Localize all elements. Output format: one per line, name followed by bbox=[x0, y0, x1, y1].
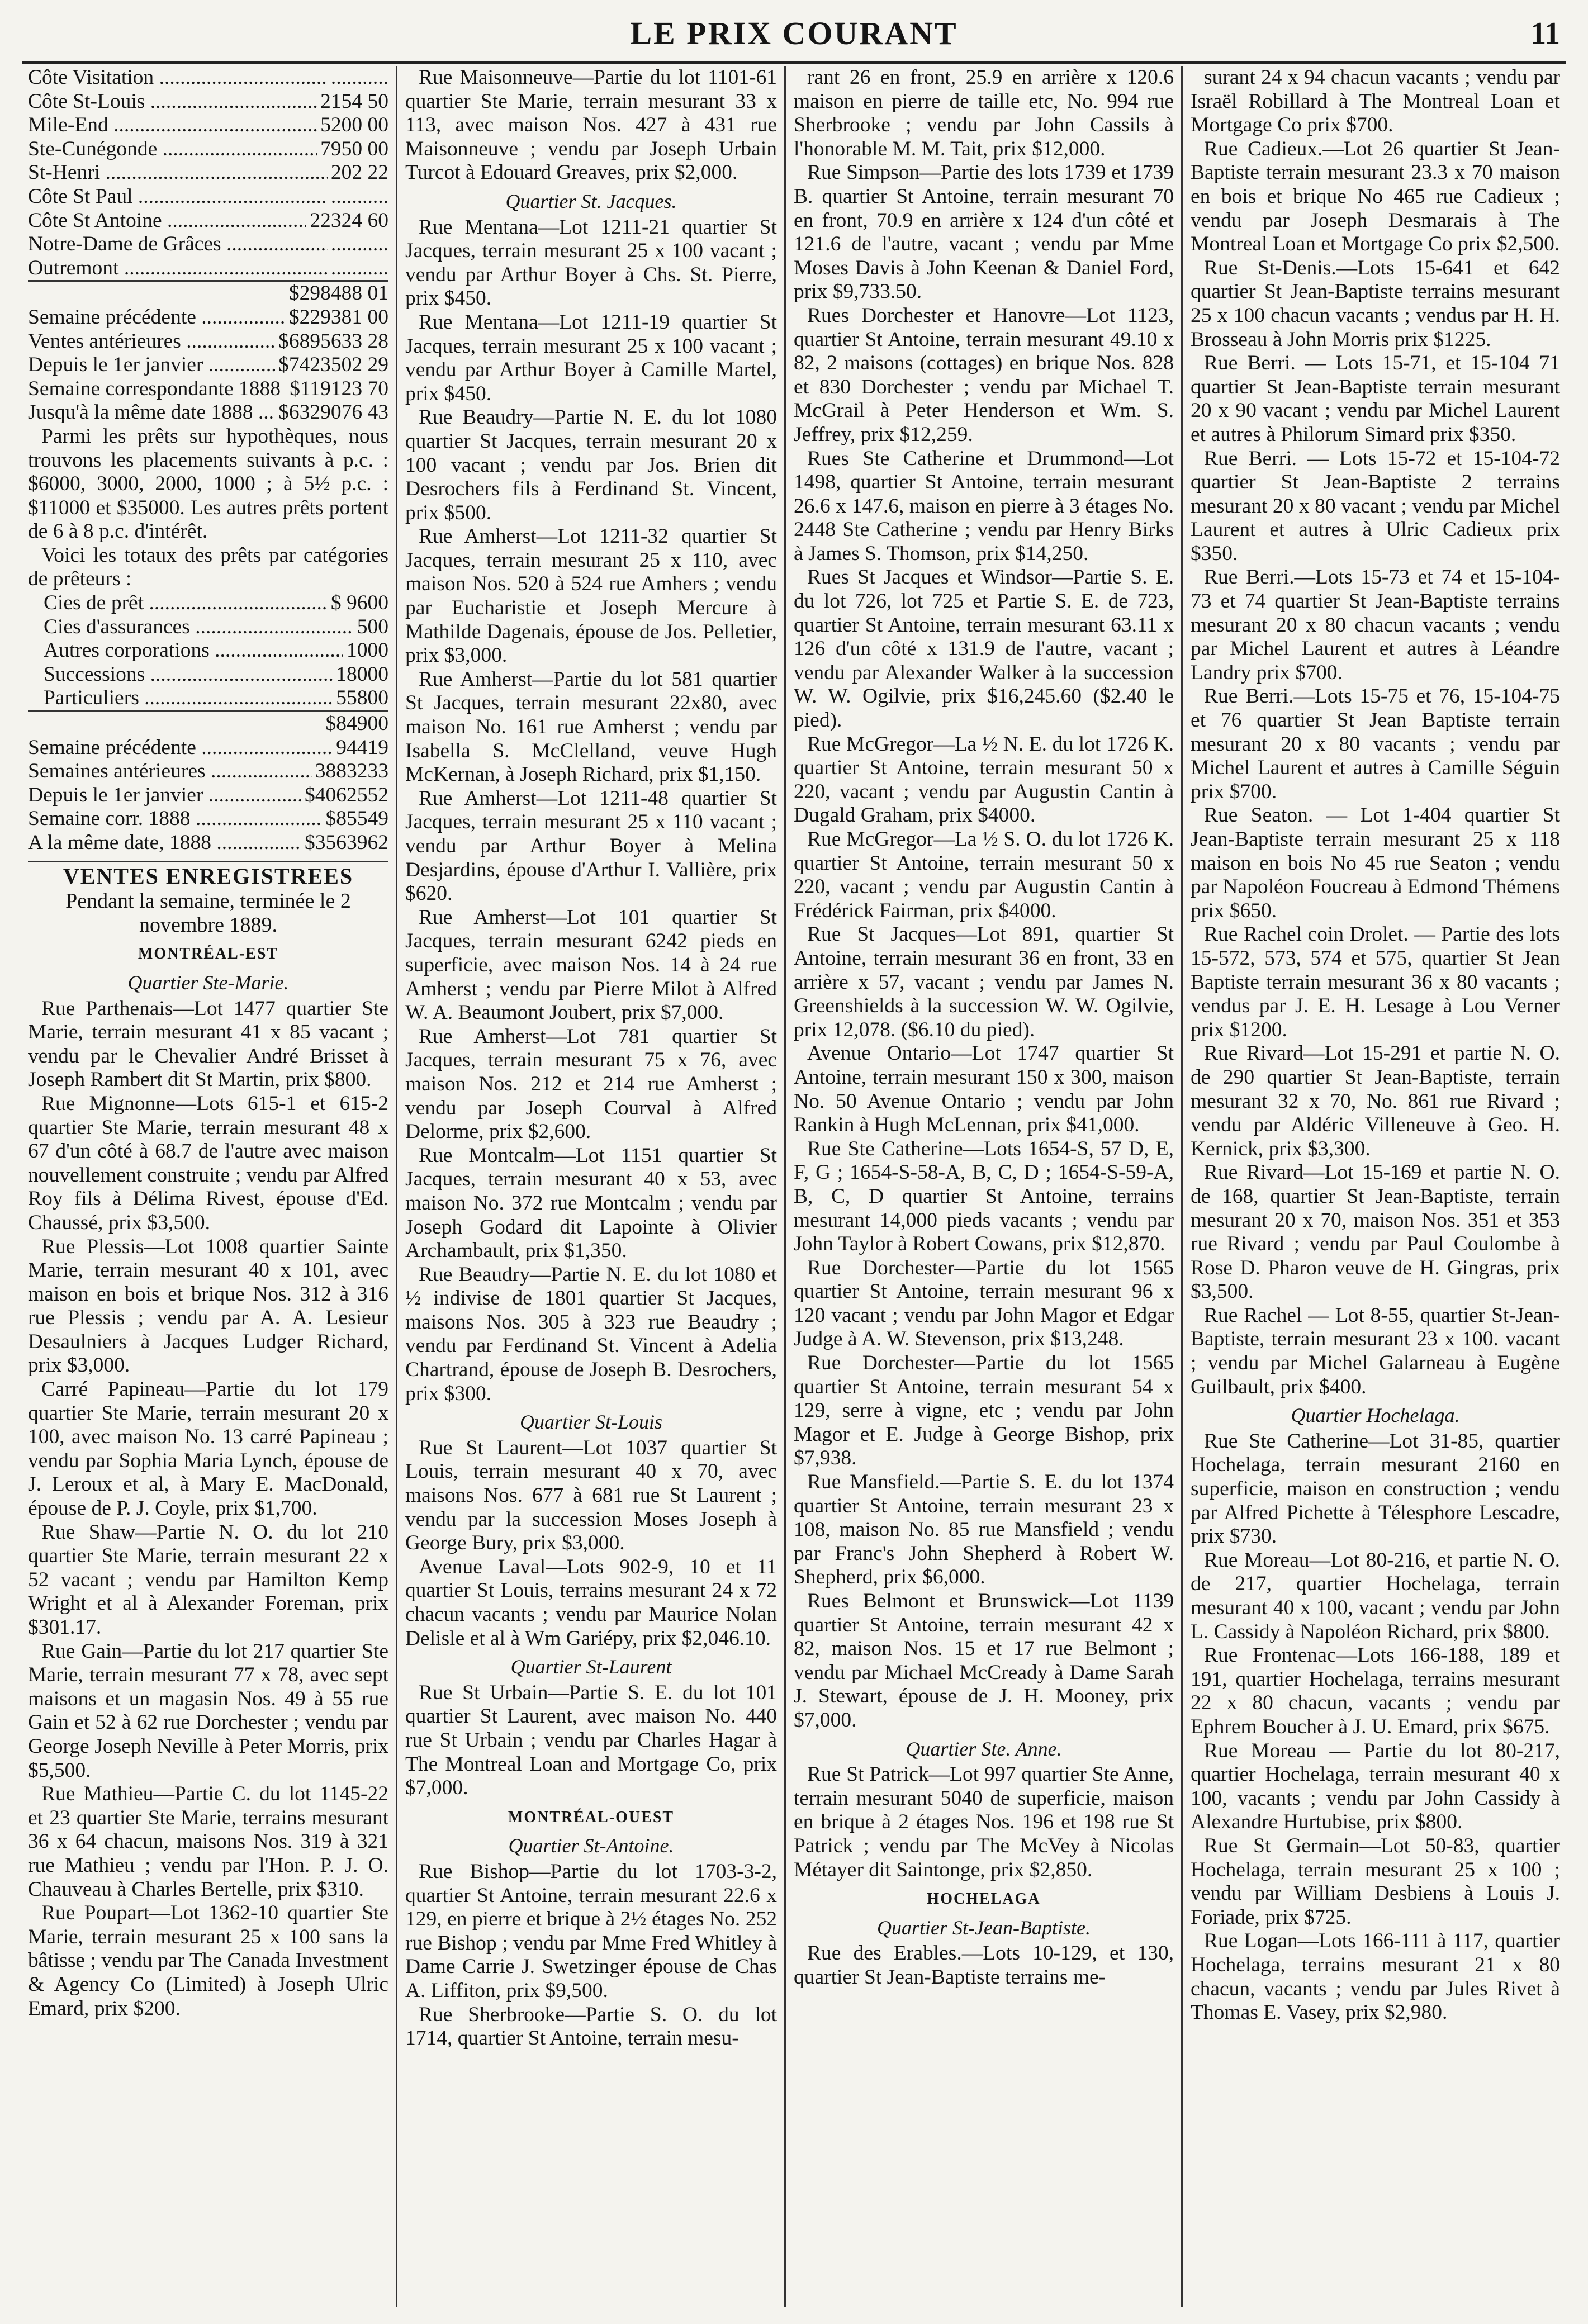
sale-entry: Rue Rivard—Lot 15-169 et partie N. O. de 168, quartier St Jean-Baptiste, terrain mesurant 20 x 70, maison Nos. 351 et 353 rue Rivard ; vendu par Paul Coulombe à Rose D. Pharon veuve de H. Gingras, prix $3,500. bbox=[1191, 1161, 1560, 1303]
stat-row-value: 7950 00 bbox=[320, 137, 388, 160]
sale-entry: Rue Ste Catherine—Lots 1654-S, 57 D, E, F, G ; 1654-S-58-A, B, C, D ; 1654-S-59-A, B, C, D quartier St Antoine, terrains mesurant 14,000 pieds vacants ; vendu par John Taylor à Robert Cowans, prix $12,870. bbox=[794, 1137, 1174, 1256]
quarter-heading: Quartier St-Louis bbox=[519, 1411, 663, 1434]
sale-entry: Rue St Jacques—Lot 891, quartier St Antoine, terrain mesurant 36 en front, 33 en arrière x 57, vacant ; vendu par James N. Greenshields à la succession W. W. Ogilvie, prix 12,078. ($6.10 du pied). bbox=[794, 923, 1174, 1041]
sale-entry: Rue Amherst—Lot 101 quartier St Jacques, terrain mesurant 6242 pieds en superficie, avec maison Nos. 14 à 24 rue Amherst ; vendu par Pierre Milot à Alfred W. A. Beaumont Joubert, prix $7,000. bbox=[405, 905, 777, 1025]
stat-row-label: Côte St Paul ..... bbox=[28, 185, 328, 209]
quarter-heading: Quartier Ste. Anne. bbox=[906, 1737, 1062, 1760]
lender-row-value: $ 9600 bbox=[330, 591, 388, 615]
sale-entry: Rue Dorchester—Partie du lot 1565 quartier St Antoine, terrain mesurant 96 x 120 vacant ; vendu par John Magor et Edgar Judge à A. W. Stevenson, prix $13,248. bbox=[794, 1256, 1174, 1351]
stat-row bbox=[28, 137, 388, 162]
sale-entry: Rue Mansfield.—Partie S. E. du lot 1374 quartier St Antoine, terrain mesurant 23 x 108, maison No. 85 rue Mansfield ; vendu par Franc's John Shepherd à Robert W. Shepherd, prix $6,000. bbox=[794, 1471, 1174, 1589]
sale-entry: Rue Parthenais—Lot 1477 quartier Ste Marie, terrain mesurant 41 x 85 vacant ; vendu par le Chevalier André Brisset à Joseph Rambert dit St Martin, prix $800. bbox=[28, 997, 388, 1092]
stat-row bbox=[28, 353, 388, 377]
sale-entry: Rue St Germain—Lot 50-83, quartier Hochelaga, terrain mesurant 25 x 100 ; vendu par William Desbiens à Louis J. Foriade, prix $725. bbox=[1191, 1834, 1560, 1929]
quarter-heading: Quartier Ste-Marie. bbox=[127, 971, 289, 994]
stat-row bbox=[28, 306, 388, 330]
lender-row-label: Particuliers ..... bbox=[44, 686, 333, 710]
stat-row-label: Notre-Dame de Grâces ..... bbox=[28, 233, 328, 257]
entries bbox=[405, 1860, 777, 2051]
entries bbox=[405, 66, 777, 185]
stat-row bbox=[28, 66, 388, 90]
entries bbox=[28, 997, 388, 2021]
quarter-heading: Quartier St-Antoine. bbox=[508, 1834, 674, 1857]
stats-mid bbox=[28, 306, 388, 425]
stat-row-value: ........... bbox=[330, 233, 388, 256]
sale-entry: Rue Maisonneuve—Partie du lot 1101-61 quartier Ste Marie, terrain mesurant 33 x 113, avec maison Nos. 427 à 431 rue Maisonneuve ; vendu par Joseph Urbain Turcot à Edouard Greaves, prix $2,000. bbox=[405, 66, 777, 184]
sale-entry: Rue Amherst—Lot 1211-32 quartier St Jacques, terrain mesurant 25 x 110, avec maison Nos. 520 à 524 rue Amhers ; vendu par Eucharistie et Joseph Mercure à Mathilde Dagenais, épouse de Jos. Pelletier, prix $3,000. bbox=[405, 525, 777, 667]
entries bbox=[405, 1436, 777, 1650]
lender-row-value: 1000 bbox=[347, 639, 388, 662]
sale-entry: Rue Moreau—Lot 80-216, et partie N. O. de 217, quartier Hochelaga, terrain mesurant 40 x 100, vacant ; vendu par John L. Cassidy à Napoléon Richard, prix $800. bbox=[1191, 1548, 1560, 1643]
sale-entry: Rue Beaudry—Partie N. E. du lot 1080 et ½ indivise de 1801 quartier St Jacques, maisons Nos. 305 à 323 rue Beaudry ; vendu par Ferdinand St. Vincent à Adelia Chartrand, épouse de Joseph B. Desrochers, prix $300. bbox=[405, 1263, 777, 1405]
sale-entry: Rue Poupart—Lot 1362-10 quartier Ste Marie, terrain mesurant 25 x 100 sans la bâtisse ; vendu par The Canada Investment & Agency Co (Limited) à Joseph Ulric Emard, prix $200. bbox=[28, 1901, 388, 2020]
sale-entry: Rue Mathieu—Partie C. du lot 1145-22 et 23 quartier Ste Marie, terrains mesurant 36 x 64 chacun, maisons Nos. 319 à 321 rue Mathieu ; vendu par l'Hon. P. J. O. Chauveau à Charles Bertelle, prix $310. bbox=[28, 1782, 388, 1901]
stat-row-value: ........... bbox=[330, 184, 388, 208]
stat-row-label: Côte Visitation ..... bbox=[28, 66, 328, 90]
stat-row bbox=[28, 377, 388, 401]
stat-row bbox=[28, 161, 388, 185]
stat-row bbox=[28, 736, 388, 760]
quarter-heading: Quartier Hochelaga. bbox=[1291, 1404, 1460, 1427]
stat-row-value: 94419 bbox=[336, 736, 388, 759]
stat-row-value: $6329076 43 bbox=[278, 401, 388, 424]
stat-row-label: Semaine précédente ..... bbox=[28, 306, 286, 330]
stat-row bbox=[28, 807, 388, 831]
lender-row-label: Cies de prêt ..... bbox=[44, 591, 328, 615]
sale-entry: Rue Montcalm—Lot 1151 quartier St Jacques, terrain mesurant 40 x 53, avec maison No. 372 rue Montcalm ; vendu par Joseph Godard dit Lapointe à Olivier Archambault, prix $1,350. bbox=[405, 1144, 777, 1263]
sale-entry: Rue St Urbain—Partie S. E. du lot 101 quartier St Laurent, avec maison No. 440 rue St Urbain ; vendu par Charles Hagar à The Montreal Loan and Mortgage Co, prix $7,000. bbox=[405, 1681, 777, 1800]
sale-entry: Rue Beaudry—Partie N. E. du lot 1080 quartier St Jacques, terrain mesurant 20 x 100 vacant ; vendu par Jos. Brien dit Desrochers fils à Ferdinand St. Vincent, prix $500. bbox=[405, 406, 777, 524]
para-prets: Parmi les prêts sur hypothèques, nous trouvons les placements suivants à p.c. : $6000, 3000, 2000, 1000 ; à 5½ p.c. : $11000 et $35000. Les autres prêts portent de 6 à 8 p.c. d'intérêt. bbox=[28, 424, 388, 543]
sale-entry: Rue Rachel — Lot 8-55, quartier St-Jean-Baptiste, terrain mesurant 23 x 100. vacant ; vendu par Michel Galarneau à Eugène Guilbault, prix $400. bbox=[1191, 1303, 1560, 1398]
column-rule bbox=[1181, 66, 1183, 2307]
stat-row-value: ........... bbox=[330, 66, 388, 89]
sale-entry: Rue Berri. — Lots 15-72 et 15-104-72 quartier St Jean-Baptiste 2 terrains mesurant 20 x 80 vacant ; vendu par Michel Laurent et autres à Ulric Cadieux prix $350. bbox=[1191, 447, 1560, 565]
sale-entry: Rue Simpson—Partie des lots 1739 et 1739 B. quartier St Antoine, terrain mesurant 70 en front, 70.9 en arrière x 124 d'un côté et 121.6 de l'autre, vacant ; vendu par Mme Moses Davis à John Keenan & Daniel Ford, prix $9,733.50. bbox=[794, 161, 1174, 303]
sale-entry: Rue Bishop—Partie du lot 1703-3-2, quartier St Antoine, terrain mesurant 22.6 x 129, en pierre et brique à 2½ étages No. 252 rue Bishop ; vendu par Mme Fred Whitley à Dame Carrie J. Swetzinger épouse de Chas A. Liffiton, prix $9,500. bbox=[405, 1860, 777, 2002]
sale-entry: Rues Ste Catherine et Drummond—Lot 1498, quartier St Antoine, terrain mesurant 26.6 x 147.6, maison en pierre à 3 étages No. 2448 Ste Catherine ; vendu par Henry Birks à James S. Thomson, prix $14,250. bbox=[794, 447, 1174, 565]
sale-entry: Rue Frontenac—Lots 166-188, 189 et 191, quartier Hochelaga, terrains mesurant 22 x 80 chacun, vacants ; vendu par Ephrem Boucher à J. U. Emard, prix $675. bbox=[1191, 1644, 1560, 1738]
sale-entry: Avenue Ontario—Lot 1747 quartier St Antoine, terrain mesurant 150 x 300, maison No. 50 Avenue Ontario ; vendu par John Rankin à Hugh McLennan, prix $41,000. bbox=[794, 1042, 1174, 1137]
quarter-heading: Quartier St. Jacques. bbox=[505, 189, 677, 212]
sale-entry: surant 24 x 94 chacun vacants ; vendu par Israël Robillard à The Montreal Loan et Mortgage Co prix $700. bbox=[1191, 66, 1560, 137]
stat-row bbox=[28, 760, 388, 784]
page-number: 11 bbox=[1530, 16, 1560, 51]
stat-row-label: Semaine correspondante 1888 ..... bbox=[28, 377, 286, 401]
district-heading: MONTRÉAL-EST bbox=[138, 945, 279, 963]
sale-entry: Rue Logan—Lots 166-111 à 117, quartier Hochelaga, terrains mesurant 21 x 80 chacun, vacants ; vendu par Jules Rivet à Thomas E. Vasey, prix $2,980. bbox=[1191, 1929, 1560, 2024]
sale-entry: Rue des Erables.—Lots 10-129, et 130, quartier St Jean-Baptiste terrains me- bbox=[794, 1942, 1174, 1989]
stat-row bbox=[28, 209, 388, 233]
lender-row-label: Successions ..... bbox=[44, 663, 333, 687]
stat-row bbox=[28, 831, 388, 855]
entries bbox=[794, 66, 1174, 1733]
lender-row bbox=[44, 639, 388, 663]
stat-row-value: ........... bbox=[330, 256, 388, 279]
stat-row-label: Mile-End ..... bbox=[28, 113, 317, 137]
stat-row-label: Depuis le 1er janvier ..... bbox=[28, 353, 275, 377]
section-heading: VENTES ENREGISTREES bbox=[28, 861, 388, 889]
sale-entry: rant 26 en front, 25.9 en arrière x 120.6 maison en pierre de taille etc, No. 994 rue Sherbrooke ; vendu par John Cassils à l'honorable M. M. Tait, prix $12,000. bbox=[794, 66, 1174, 160]
sale-entry: Rue Amherst—Lot 1211-48 quartier St Jacques, terrain mesurant 25 x 110 vacant ; vendu par Arthur Boyer à Melina Desjardins, épouse d'Arthur I. Vallière, prix $620. bbox=[405, 786, 777, 905]
sale-entry: Rue St Patrick—Lot 997 quartier Ste Anne, terrain mesurant 5040 de superficie, maison en brique à 2 étages Nos. 196 et 198 rue St Patrick ; vendu par The McVey à Nicolas Métayer dit Saintonge, prix $2,850. bbox=[794, 1763, 1174, 1881]
column-rule bbox=[396, 66, 397, 2307]
sale-entry: Rue Berri. — Lots 15-71, et 15-104 71 quartier St Jean-Baptiste terrain mesurant 20 x 90 vacant ; vendu par Michel Laurent et autres à Philorum Simard prix $350. bbox=[1191, 352, 1560, 446]
sale-entry: Avenue Laval—Lots 902-9, 10 et 11 quartier St Louis, terrains mesurant 24 x 72 chacun vacants ; vendu par Maurice Nolan Delisle et al à Wm Gariépy, prix $2,046.10. bbox=[405, 1555, 777, 1650]
column-rule bbox=[784, 66, 786, 2307]
sale-entry: Rue Berri.—Lots 15-73 et 74 et 15-104-73 et 74 quartier St Jean-Baptiste terrains mesurant 20 x 80 chacun vacants ; vendu par Michel Laurent et autres à Léandre Landry prix $700. bbox=[1191, 566, 1560, 684]
sale-entry: Rue Gain—Partie du lot 217 quartier Ste Marie, terrain mesurant 77 x 78, avec sept maisons et un magasin Nos. 49 à 55 rue Gain et 52 à 62 rue Dorchester ; vendu par George Joseph Neville à Peter Morris, prix $5,500. bbox=[28, 1639, 388, 1782]
lender-row bbox=[44, 686, 388, 710]
sale-entry: Rue McGregor—La ½ S. O. du lot 1726 K. quartier St Antoine, terrain mesurant 50 x 220, vacant ; vendu par Augustin Cantin à Frédérick Fairman, prix $4000. bbox=[794, 828, 1174, 922]
stat-row-value: $85549 bbox=[325, 807, 388, 831]
district-heading: HOCHELAGA bbox=[927, 1890, 1041, 1908]
stat-row bbox=[28, 257, 388, 281]
stat-row-label: Jusqu'à la même date 1888 ..... bbox=[28, 401, 275, 425]
page-header bbox=[22, 11, 1566, 64]
stat-row-value: $3563962 bbox=[305, 831, 388, 854]
sale-entry: Rues St Jacques et Windsor—Partie S. E. du lot 726, lot 725 et Partie S. E. de 723, quartier St Antoine, terrain mesurant 63.11 x 126 d'un côté x 131.9 de l'autre, vacant ; vendu par Alexander Walker à la succession W. W. Ogilvie, prix $16,245.60 ($2.40 le pied). bbox=[794, 566, 1174, 732]
lenders-list bbox=[28, 591, 388, 710]
entries bbox=[1191, 66, 1560, 1399]
stat-row-label: Semaine corr. 1888 ..... bbox=[28, 807, 323, 831]
stat-row-label: Outremont ..... bbox=[28, 257, 328, 281]
sale-entry: Rue Dorchester—Partie du lot 1565 quartier St Antoine, terrain mesurant 54 x 129, serre à vigne, etc ; vendu par John Magor et E. Judge à George Bishop, prix $7,938. bbox=[794, 1351, 1174, 1470]
sale-entry: Rue Seaton. — Lot 1-404 quartier St Jean-Baptiste terrain mesurant 25 x 118 maison en bois No 45 rue Seaton ; vendu par Napoléon Foucreau à Edmond Thémens prix $650. bbox=[1191, 804, 1560, 922]
stat-row-value: 22324 60 bbox=[310, 208, 388, 232]
stat-row-label: St-Henri ..... bbox=[28, 161, 328, 185]
stat-row-label: Semaine précédente ..... bbox=[28, 736, 333, 760]
masthead: LE PRIX COURANT bbox=[630, 15, 958, 51]
lender-row bbox=[44, 615, 388, 639]
sale-entry: Rue St-Denis.—Lots 15-641 et 642 quartier St Jean-Baptiste terrains mesurant 25 x 100 chacun vacants ; vendus par H. H. Brosseau à John Morris prix $1225. bbox=[1191, 256, 1560, 351]
sale-entry: Rue Mentana—Lot 1211-21 quartier St Jacques, terrain mesurant 25 x 100 vacant ; vendu par Arthur Boyer à Chs. St. Pierre, prix $450. bbox=[405, 215, 777, 310]
total-2: $84900 bbox=[28, 710, 388, 736]
lender-row-value: 55800 bbox=[336, 686, 388, 710]
section-subheading: Pendant la semaine, terminée le 2 novembre 1889. bbox=[65, 889, 351, 937]
sale-entry: Rue McGregor—La ½ N. E. du lot 1726 K. quartier St Antoine, terrain mesurant 50 x 220, vacant ; vendu par Augustin Cantin à Dugald Graham, prix $4000. bbox=[794, 732, 1174, 827]
stat-row bbox=[28, 185, 388, 209]
columns bbox=[22, 66, 1566, 2307]
column-2 bbox=[400, 66, 783, 2307]
stat-row-label: Semaines antérieures ..... bbox=[28, 760, 312, 784]
stat-row-label: A la même date, 1888 ..... bbox=[28, 831, 301, 855]
sale-entry: Rue Ste Catherine—Lot 31-85, quartier Hochelaga, terrain mesurant 2160 en superficie, maison en construction ; vendu par Alfred Pichette à Télesphore Lescadre, prix $730. bbox=[1191, 1429, 1560, 1548]
stat-row bbox=[28, 233, 388, 257]
sale-entry: Carré Papineau—Partie du lot 179 quartier Ste Marie, terrain mesurant 20 x 100, avec maison No. 13 carré Papineau ; vendu par Sophia Maria Lynch, épouse de J. Leroux et al, à Mary E. MacDonald, épouse de P. J. Coyle, prix $1,700. bbox=[28, 1378, 388, 1520]
sale-entry: Rue St Laurent—Lot 1037 quartier St Louis, terrain mesurant 40 x 70, avec maisons Nos. 677 à 681 rue St Laurent ; vendu par la succession Moses Joseph à George Bury, prix $3,000. bbox=[405, 1436, 777, 1555]
stat-row bbox=[28, 330, 388, 354]
stat-row-value: 5200 00 bbox=[320, 113, 388, 137]
sale-entry: Rue Cadieux.—Lot 26 quartier St Jean-Baptiste terrain mesurant 23.3 x 70 maison en bois et brique No 465 rue Cadieux ; vendu par Joseph Desmarais à The Montreal Loan et Mortgage Co prix $2,500. bbox=[1191, 137, 1560, 256]
stat-row-value: $229381 00 bbox=[288, 305, 388, 329]
stat-row bbox=[28, 784, 388, 808]
column-4 bbox=[1185, 66, 1566, 2307]
stat-row-value: $119123 70 bbox=[290, 377, 388, 400]
entries bbox=[405, 1681, 777, 1800]
lender-row-value: 500 bbox=[357, 615, 388, 638]
stats-top bbox=[28, 66, 388, 280]
stat-row bbox=[28, 401, 388, 425]
lender-row-label: Autres corporations ..... bbox=[44, 639, 343, 663]
total-1: $298488 01 bbox=[28, 280, 388, 306]
para-totaux: Voici les totaux des prêts par catégories de prêteurs : bbox=[28, 543, 388, 591]
sale-entry: Rue Shaw—Partie N. O. du lot 210 quartier Ste Marie, terrain mesurant 22 x 52 vacant ; vendu par Hamilton Kemp Wright et al à Alexander Foreman, prix $301.17. bbox=[28, 1520, 388, 1639]
sale-entry: Rue Rivard—Lot 15-291 et partie N. O. de 290 quartier St Jean-Baptiste, terrain mesurant 32 x 70, No. 861 rue Rivard ; vendu par Aldéric Villeneuve à Geo. H. Kernick, prix $3,300. bbox=[1191, 1042, 1560, 1160]
stat-row-label: Depuis le 1er janvier ..... bbox=[28, 784, 301, 808]
stat-row-value: 2154 50 bbox=[320, 89, 388, 113]
entries bbox=[1191, 1430, 1560, 2025]
quarter-heading: Quartier St-Jean-Baptiste. bbox=[877, 1916, 1091, 1939]
stat-row-value: $7423502 29 bbox=[278, 353, 388, 377]
stat-row-value: $4062552 bbox=[305, 783, 388, 807]
sale-entry: Rue Moreau — Partie du lot 80-217, quartier Hochelaga, terrain mesurant 40 x 100, vacants ; vendu par John Cassidy à Alexandre Hurtubise, prix $800. bbox=[1191, 1739, 1560, 1834]
sale-entry: Rue Sherbrooke—Partie S. O. du lot 1714, quartier St Antoine, terrain mesu- bbox=[405, 2003, 777, 2050]
lender-row-value: 18000 bbox=[336, 662, 388, 686]
lender-row bbox=[44, 663, 388, 687]
sale-entry: Rues Dorchester et Hanovre—Lot 1123, quartier St Antoine, terrain mesurant 49.10 x 82, 2 maisons (cottages) en brique Nos. 828 et 830 Dorchester ; vendu par Michael T. McGrail à Peter Henderson et Wm. S. Jeffrey, prix $12,259. bbox=[794, 303, 1174, 446]
stat-row-label: Côte St-Louis ..... bbox=[28, 90, 317, 114]
lender-row bbox=[44, 591, 388, 615]
stat-row bbox=[28, 113, 388, 137]
sale-entry: Rue Plessis—Lot 1008 quartier Sainte Marie, terrain mesurant 40 x 101, avec maison en bois et brique Nos. 312 à 316 rue Plessis ; vendu par A. A. Lesieur Desaulniers à Jacques Ludger Richard, prix $3,000. bbox=[28, 1235, 388, 1377]
sale-entry: Rue Mentana—Lot 1211-19 quartier St Jacques, terrain mesurant 25 x 100 vacant ; vendu par Arthur Boyer à Camille Martel, prix $450. bbox=[405, 310, 777, 405]
stat-row-value: 3883233 bbox=[315, 760, 388, 783]
entries bbox=[794, 1763, 1174, 1882]
sale-entry: Rue Berri.—Lots 15-75 et 76, 15-104-75 et 76 quartier St Jean Baptiste terrain mesurant 20 x 80 vacants ; vendu par Michel Laurent et autres à Camille Séguin prix $700. bbox=[1191, 685, 1560, 803]
lender-row-label: Cies d'assurances ..... bbox=[44, 615, 354, 639]
sale-entry: Rue Rachel coin Drolet. — Partie des lots 15-572, 573, 574 et 575, quartier St Jean Baptiste terrain mesurant 36 x 80 vacants ; vendus par J. E. H. Lesage à Lou Verner prix $1200. bbox=[1191, 923, 1560, 1041]
district-heading: MONTRÉAL-OUEST bbox=[508, 1808, 675, 1826]
stat-row-label: Côte St Antoine ..... bbox=[28, 209, 306, 233]
sale-entry: Rue Mignonne—Lots 615-1 et 615-2 quartier Ste Marie, terrain mesurant 48 x 67 d'un côté à 68.7 de l'autre avec maison nouvellement construite ; vendu par Alfred Roy fils à Délima Rivest, épouse d'Ed. Chaussé, prix $3,500. bbox=[28, 1092, 388, 1234]
entries bbox=[405, 216, 777, 1406]
column-1 bbox=[22, 66, 394, 2307]
quarter-heading: Quartier St-Laurent bbox=[510, 1656, 672, 1678]
stat-row-label: Ventes antérieures ..... bbox=[28, 330, 275, 354]
stat-row-value: 202 22 bbox=[330, 161, 388, 184]
column-3 bbox=[788, 66, 1179, 2307]
stat-row bbox=[28, 90, 388, 114]
sale-entry: Rue Amherst—Lot 781 quartier St Jacques, terrain mesurant 75 x 76, avec maison Nos. 212 et 214 rue Amherst ; vendu par Joseph Courval à Alfred Delorme, prix $2,600. bbox=[405, 1025, 777, 1144]
stat-row-value: $6895633 28 bbox=[278, 329, 388, 353]
stats-bottom bbox=[28, 736, 388, 855]
sale-entry: Rue Amherst—Partie du lot 581 quartier St Jacques, terrain mesurant 22x80, avec maison No. 161 rue Amherst ; vendu par Isabella S. McClelland, veuve Hugh McKernan, à Joseph Richard, prix $1,150. bbox=[405, 667, 777, 786]
sale-entry: Rues Belmont et Brunswick—Lot 1139 quartier St Antoine, terrain mesurant 42 x 82, maison Nos. 15 et 17 rue Belmont ; vendu par Michael McCready à Dame Sarah J. Stewart, épouse de J. H. Mooney, prix $7,000. bbox=[794, 1590, 1174, 1732]
entries bbox=[794, 1942, 1174, 1989]
stat-row-label: Ste-Cunégonde ..... bbox=[28, 137, 317, 162]
